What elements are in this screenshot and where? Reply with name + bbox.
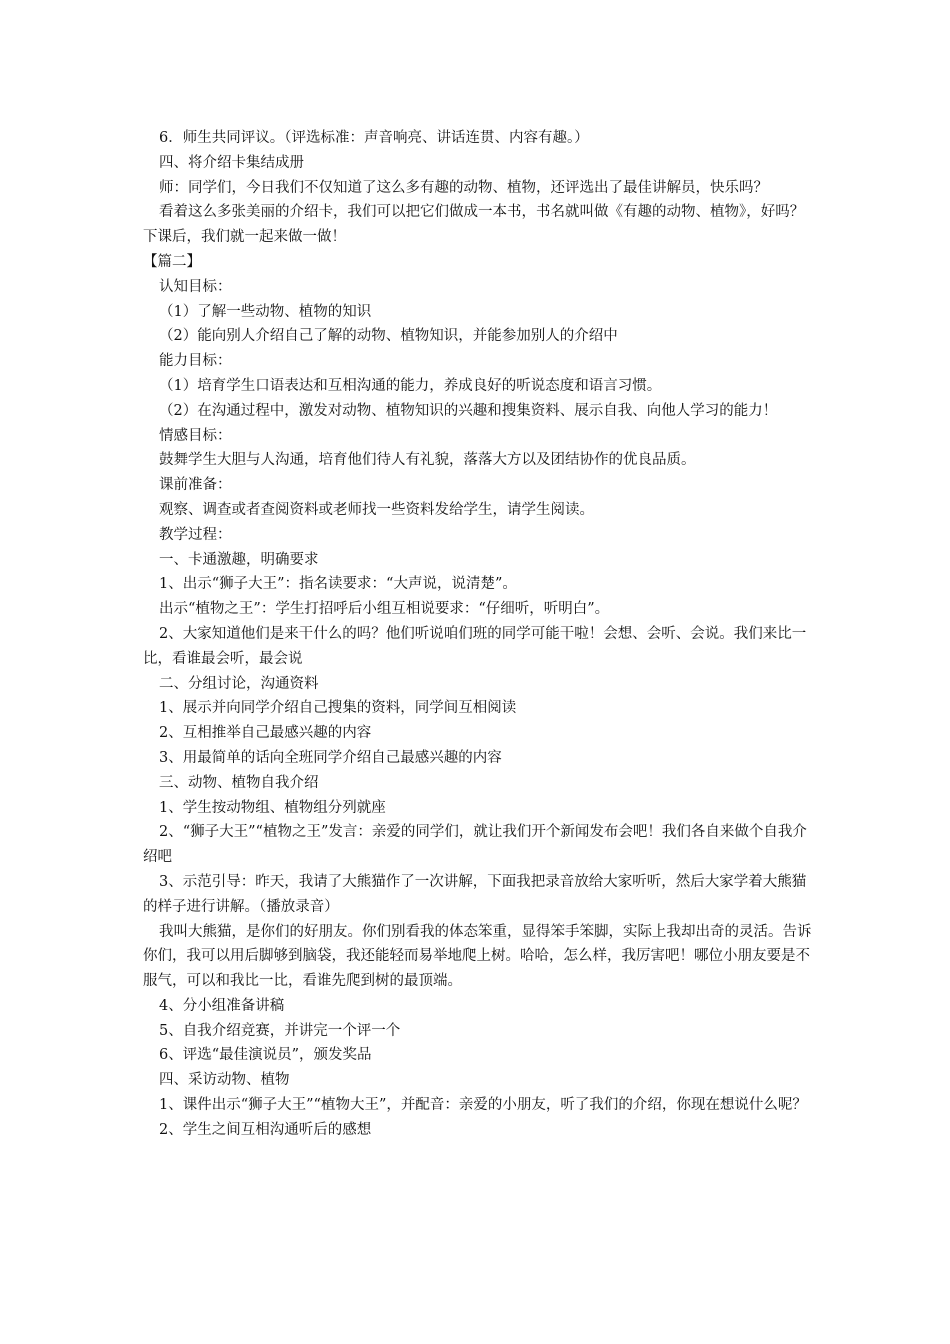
list-item: 2、大家知道他们是来干什么的吗？他们听说咱们班的同学可能干啦！会想、会听、会说。我们来比一比，看谁最会听，最会说 (143, 625, 807, 667)
section-heading: 课前准备： (159, 477, 232, 494)
paragraph: 师：同学们，今日我们不仅知道了这么多有趣的动物、植物，还评选出了最佳讲解员，快乐吗？ (159, 179, 768, 196)
paragraph: 6．师生共同评议。（评选标准：声音响亮、讲话连贯、内容有趣。） (159, 130, 589, 146)
paragraph: 看着这么多张美丽的介绍卡，我们可以把它们做成一本书，书名就叫做《有趣的动物、植物》，好吗？下课后，我们就一起来做一做！ (143, 204, 805, 246)
section-heading: 能力目标： (159, 353, 232, 370)
list-item: 1、学生按动物组、植物组分列就座 (159, 799, 386, 816)
list-item: （2）在沟通过程中，激发对动物、植物知识的兴趣和搜集资料、展示自我、向他人学习的能力！ (159, 402, 778, 419)
list-item: （1）培育学生口语表达和互相沟通的能力，养成良好的听说态度和语言习惯。 (159, 377, 662, 394)
section-heading: 三、动物、植物自我介绍 (159, 774, 319, 791)
list-item: 2、互相推举自己最感兴趣的内容 (159, 725, 372, 742)
section-heading: 教学过程： (159, 526, 232, 543)
paragraph: 鼓舞学生大胆与人沟通，培育他们待人有礼貌，落落大方以及团结协作的优良品质。 (159, 452, 696, 469)
list-item: 1、出示“狮子大王”：指名读要求：“大声说，说清楚”。 (159, 576, 517, 593)
list-item: 3、用最简单的话向全班同学介绍自己最感兴趣的内容 (159, 749, 502, 766)
list-item: 出示“植物之王”：学生打招呼后小组互相说要求：“仔细听，听明白”。 (159, 601, 610, 618)
list-item: 3、示范引导：昨天，我请了大熊猫作了一次讲解，下面我把录音放给大家听听，然后大家学着大熊猫的样子进行讲解。（播放录音） (143, 873, 807, 915)
paragraph: 观察、调查或者查阅资料或老师找一些资料发给学生，请学生阅读。 (159, 501, 594, 518)
part-heading: 【篇二】 (143, 253, 201, 270)
section-heading: 二、分组讨论，沟通资料 (159, 675, 319, 692)
list-item: （2）能向别人介绍自己了解的动物、植物知识，并能参加别人的介绍中 (159, 328, 618, 345)
list-item: 4、分小组准备讲稿 (159, 997, 285, 1014)
section-heading: 四、采访动物、植物 (159, 1072, 290, 1089)
list-item: 2、“狮子大王”“植物之王”发言：亲爱的同学们，就让我们开个新闻发布会吧！我们各自来做个自我介绍吧 (143, 824, 807, 866)
list-item: 1、课件出示“狮子大王”“植物大王”，并配音：亲爱的小朋友，听了我们的介绍，你现在想说什么呢？ (159, 1097, 807, 1114)
list-item: 6、评选“最佳演说员”，颁发奖品 (159, 1047, 372, 1064)
paragraph: 我叫大熊猫，是你们的好朋友。你们别看我的体态笨重，显得笨手笨脚，实际上我却出奇的灵活。告诉你们，我可以用后脚够到脑袋，我还能轻而易举地爬上树。哈哈，怎么样，我厉害吧！哪位小朋友要是不服气，可以和我比一比，看谁先爬到树的最顶端。 (143, 923, 812, 990)
list-item: 2、学生之间互相沟通听后的感想 (159, 1121, 372, 1138)
list-item: （1）了解一些动物、植物的知识 (159, 303, 372, 320)
document-body (143, 126, 815, 1143)
list-item: 5、自我介绍竞赛，并讲完一个评一个 (159, 1022, 401, 1039)
section-heading: 一、卡通激趣，明确要求 (159, 551, 319, 568)
section-heading: 认知目标： (159, 278, 232, 295)
section-heading: 四、将介绍卡集结成册 (159, 154, 304, 171)
list-item: 1、展示并向同学介绍自己搜集的资料，同学间互相阅读 (159, 700, 517, 717)
section-heading: 情感目标： (159, 427, 232, 444)
